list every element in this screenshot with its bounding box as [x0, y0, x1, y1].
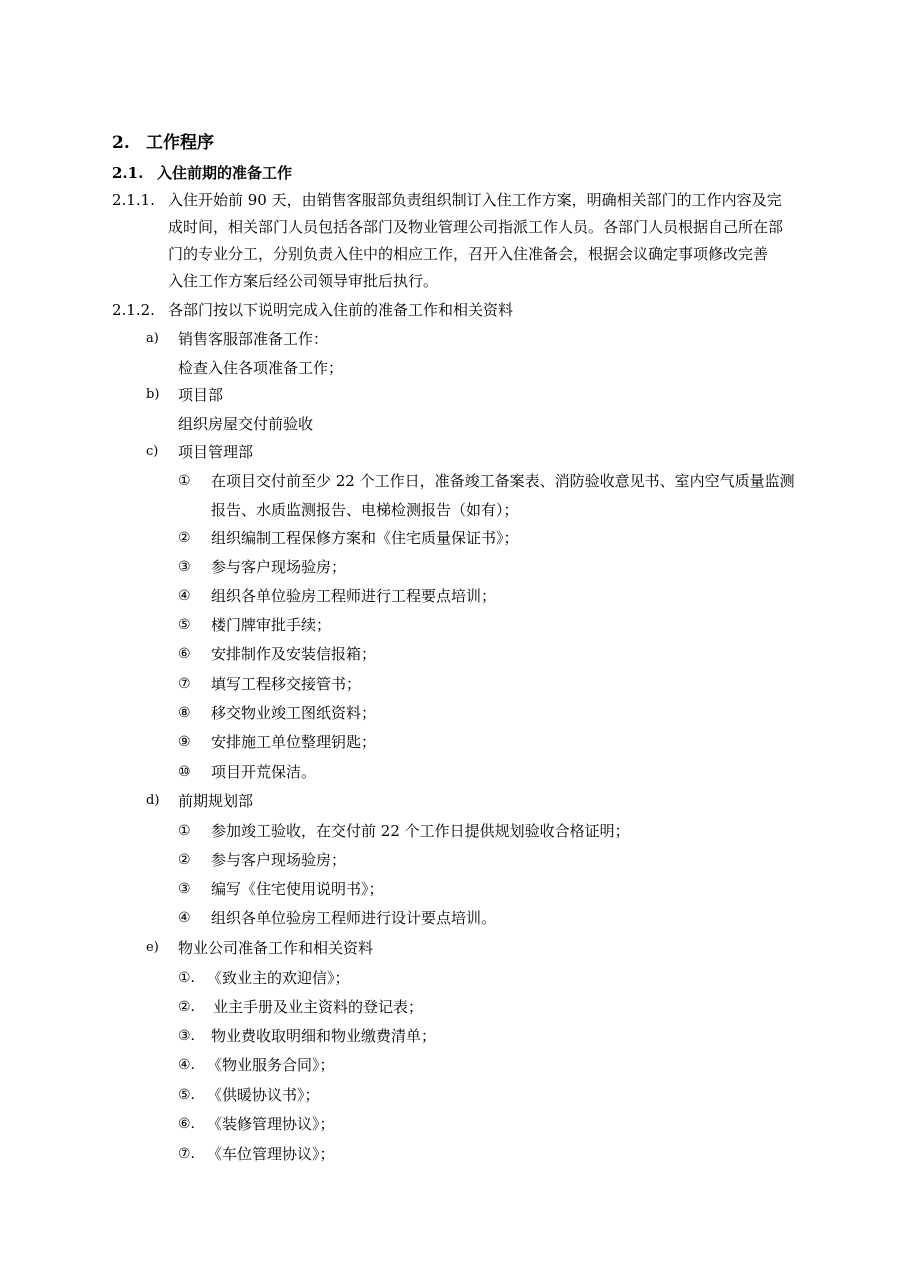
- list-item: 编写《住宅使用说明书》；: [211, 880, 384, 898]
- list-item: 组织各单位验房工程师进行设计要点培训。: [211, 909, 497, 927]
- list-item: 移交物业竣工图纸资料；: [211, 704, 377, 722]
- list-item: 《装修管理协议》；: [207, 1115, 335, 1133]
- list-marker: ①.: [178, 970, 196, 986]
- list-letter: a): [146, 331, 159, 346]
- list-marker: ⑧: [178, 705, 191, 721]
- list-marker: ⑤: [178, 617, 191, 633]
- list-item: 业主手册及业主资料的登记表；: [213, 998, 424, 1016]
- list-item: 《物业服务合同》；: [207, 1056, 335, 1074]
- list-letter: c): [146, 444, 159, 459]
- list-marker: ⑥: [178, 646, 191, 662]
- list-marker: ⑦.: [178, 1146, 196, 1162]
- list-letter: b): [146, 387, 160, 402]
- paragraph-line: 各部门按以下说明完成入住前的准备工作和相关资料: [168, 301, 514, 319]
- list-item: 《供暖协议书》；: [207, 1086, 320, 1104]
- list-marker: ⑥.: [178, 1116, 196, 1132]
- list-marker: ③.: [178, 1028, 196, 1044]
- list-item: 安排施工单位整理钥匙；: [211, 733, 377, 751]
- list-marker: ②: [178, 852, 191, 868]
- list-marker: ④: [178, 588, 191, 604]
- list-marker: ②: [178, 530, 191, 546]
- list-letter: d): [146, 793, 160, 808]
- paragraph-line: 成时间，相关部门人员包括各部门及物业管理公司指派工作人员。各部门人员根据自己所在部: [168, 218, 784, 236]
- list-item: 《车位管理协议》；: [207, 1145, 335, 1163]
- item-number: 2.1.1.: [112, 191, 155, 209]
- list-item: 安排制作及安装信报箱；: [211, 645, 377, 663]
- dept-title: 前期规划部: [178, 792, 254, 810]
- subsection-number: 2.1.: [112, 164, 144, 182]
- list-item: 项目开荒保洁。: [211, 763, 317, 781]
- list-item: 楼门牌审批手续；: [211, 616, 332, 634]
- paragraph-line: 入住工作方案后经公司领导审批后执行。: [168, 272, 439, 290]
- list-marker: ④: [178, 910, 191, 926]
- dept-title: 项目管理部: [178, 443, 254, 461]
- section-number: 2.: [112, 133, 130, 153]
- list-marker: ①: [178, 823, 191, 839]
- list-item: 报告、水质监测报告、电梯检测报告（如有）；: [211, 501, 519, 519]
- paragraph-line: 入住开始前 90 天，由销售客服部负责组织制订入住工作方案，明确相关部门的工作内容及完: [168, 191, 782, 209]
- dept-title: 销售客服部准备工作：: [178, 330, 329, 348]
- dept-title: 项目部: [178, 386, 224, 404]
- paragraph-line: 门的专业分工，分别负责入住中的相应工作，召开入住准备会，根据会议确定事项修改完善: [168, 245, 769, 263]
- list-marker: ③: [178, 559, 191, 575]
- item-number: 2.1.2.: [112, 301, 155, 319]
- list-marker: ⑨: [178, 734, 191, 750]
- dept-detail: 组织房屋交付前验收: [178, 415, 314, 433]
- list-item: 组织编制工程保修方案和《住宅质量保证书》；: [211, 529, 519, 547]
- section-title: 工作程序: [146, 133, 214, 153]
- subsection-title: 入住前期的准备工作: [157, 164, 293, 182]
- list-item: 组织各单位验房工程师进行工程要点培训；: [211, 587, 497, 605]
- list-marker: ①: [178, 473, 191, 489]
- list-marker: ⑦: [178, 676, 191, 692]
- list-item: 在项目交付前至少 22 个工作日，准备竣工备案表、消防验收意见书、室内空气质量监测: [211, 472, 795, 490]
- list-marker: ③: [178, 881, 191, 897]
- list-marker: ②.: [178, 999, 196, 1015]
- list-item: 填写工程移交接管书；: [211, 675, 362, 693]
- list-item: 参加竣工验收，在交付前 22 个工作日提供规划验收合格证明；: [211, 822, 630, 840]
- list-item: 参与客户现场验房；: [211, 851, 347, 869]
- dept-title: 物业公司准备工作和相关资料: [178, 939, 374, 957]
- dept-detail: 检查入住各项准备工作；: [178, 359, 344, 377]
- list-marker: ④.: [178, 1057, 196, 1073]
- list-marker: ⑩: [178, 764, 191, 780]
- list-item: 《致业主的欢迎信》；: [207, 969, 350, 987]
- list-letter: e): [146, 940, 159, 955]
- list-marker: ⑤.: [178, 1087, 196, 1103]
- list-item: 参与客户现场验房；: [211, 558, 347, 576]
- list-item: 物业费收取明细和物业缴费清单；: [211, 1027, 437, 1045]
